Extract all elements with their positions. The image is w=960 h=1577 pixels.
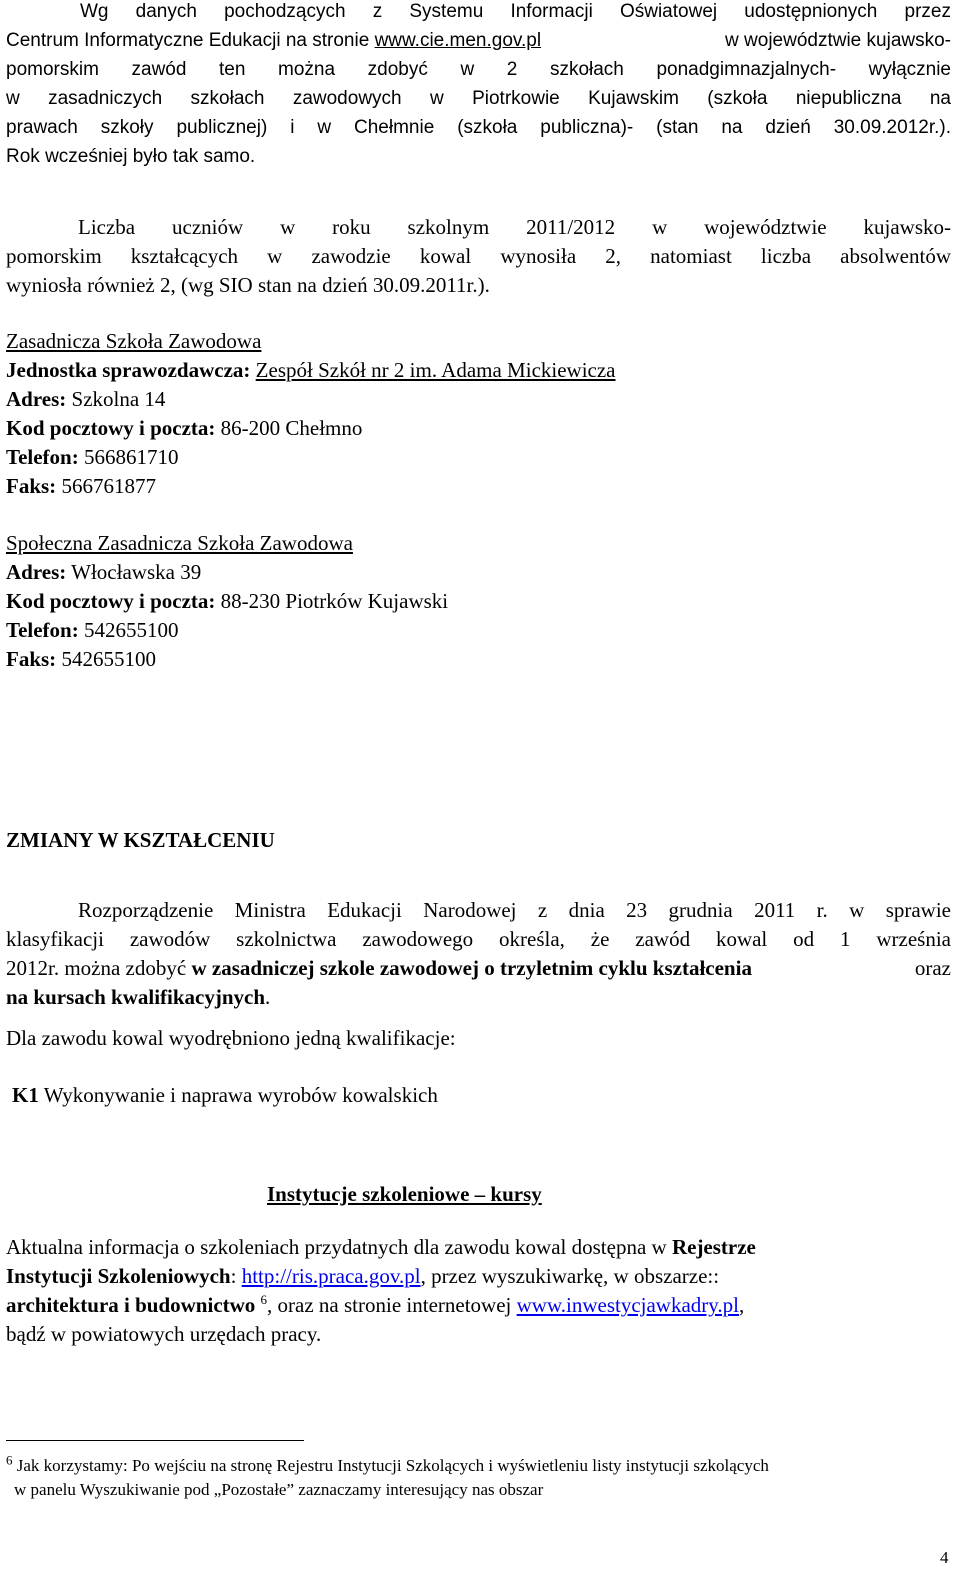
unit-row (6, 356, 951, 384)
text-line: Liczba uczniów w roku szkolnym 2011/2012 w województwie kujawsko- (78, 215, 951, 239)
text-line (6, 983, 951, 1011)
cie-link[interactable]: www.cie.men.gov.pl (374, 30, 542, 51)
footnote-line (6, 1454, 951, 1478)
text-line (6, 1291, 951, 1319)
postal-row (6, 414, 951, 442)
text-span: Centrum Informatyczne Edukacji na stronie (6, 30, 375, 51)
text-span: oraz (914, 956, 951, 980)
text-line: pomorskim kształcących w zawodzie kowal wynosiła 2, natomiast liczba absolwentów (6, 244, 951, 268)
bold-span: architektura i budownictwo (6, 1293, 256, 1317)
postal-value: 86-200 Chełmno (220, 416, 363, 440)
text-line: klasyfikacji zawodów szkolnictwa zawodowego określa, że zawód kowal od 1 września (6, 927, 951, 951)
text-line (6, 1233, 951, 1261)
section-heading: Instytucje szkoleniowe – kursy (267, 1182, 542, 1206)
fax-label: Faks: (6, 474, 57, 498)
fax-label: Faks: (6, 647, 57, 671)
text-span: , przez wyszukiwarkę, w obszarze:: (420, 1264, 720, 1288)
text-line: Rozporządzenie Ministra Edukacji Narodowej z dnia 23 grudnia 2011 r. w sprawie (78, 898, 951, 922)
phone-label: Telefon: (6, 445, 79, 469)
address-label: Adres: (6, 560, 67, 584)
ris-link[interactable]: http://ris.praca.gov.pl (241, 1264, 421, 1288)
postal-row (6, 587, 951, 615)
postal-label: Kod pocztowy i poczta: (6, 416, 216, 440)
fax-value: 542655100 (61, 647, 156, 671)
postal-label: Kod pocztowy i poczta: (6, 589, 216, 613)
address-value: Włocławska 39 (71, 560, 202, 584)
bold-span: w zasadniczej szkole zawodowej o trzyletnim cyklu kształcenia (191, 956, 752, 980)
text-line: prawach szkoły publicznej) i w Chełmnie (szkoła publiczna)- (stan na dzień 30.09.2012r.). (6, 117, 951, 138)
phone-row (6, 443, 951, 471)
section-heading: ZMIANY W KSZTAŁCENIU (6, 828, 275, 852)
phone-row (6, 616, 951, 644)
qualification-name: Wykonywanie i naprawa wyrobów kowalskich (38, 1083, 438, 1107)
qualification-intro: Dla zawodu kowal wyodrębniono jedną kwalifikacje: (6, 1026, 456, 1050)
footnote-ref[interactable]: 6 (260, 1292, 268, 1307)
inwestycja-link[interactable]: www.inwestycjawkadry.pl (516, 1293, 740, 1317)
address-label: Adres: (6, 387, 67, 411)
text-span: . (265, 985, 271, 1009)
text-line (6, 27, 951, 55)
footnote-number: 6 (6, 1452, 13, 1468)
address-value: Szkolna 14 (71, 387, 166, 411)
qualification-row (12, 1081, 957, 1109)
text-span: w województwie kujawsko- (725, 30, 951, 51)
school-name: Zasadnicza Szkoła Zawodowa (6, 329, 262, 353)
footnote-line: w panelu Wyszukiwanie pod „Pozostałe” zaznaczamy interesujący nas obszar (14, 1480, 544, 1499)
qualification-code: K1 (12, 1083, 39, 1107)
bold-span: Rejestrze (671, 1235, 756, 1259)
fax-value: 566761877 (61, 474, 156, 498)
school-name: Społeczna Zasadnicza Szkoła Zawodowa (6, 531, 353, 555)
address-row (6, 558, 951, 586)
unit-label: Jednostka sprawozdawcza: (6, 358, 251, 382)
phone-value: 542655100 (83, 618, 179, 642)
fax-row (6, 472, 951, 500)
text-span: , (739, 1293, 745, 1317)
text-line: w zasadniczych szkołach zawodowych w Piotrkowie Kujawskim (szkoła niepubliczna na (6, 88, 951, 109)
bold-span: na kursach kwalifikacyjnych (6, 985, 266, 1009)
text-line (6, 954, 951, 982)
text-line (6, 1262, 951, 1290)
phone-value: 566861710 (83, 445, 179, 469)
bold-span: Instytucji Szkoleniowych (6, 1264, 231, 1288)
phone-label: Telefon: (6, 618, 79, 642)
text-span: , oraz na stronie internetowej (267, 1293, 517, 1317)
unit-value: Zespół Szkół nr 2 im. Adama Mickiewicza (255, 358, 616, 382)
text-span: Aktualna informacja o szkoleniach przydatnych dla zawodu kowal dostępna w (6, 1235, 672, 1259)
text-span: 2012r. można zdobyć (6, 956, 192, 980)
text-line: pomorskim zawód ten można zdobyć w 2 szkołach ponadgimnazjalnych- wyłącznie (6, 59, 951, 80)
text-line: wyniosła również 2, (wg SIO stan na dzień 30.09.2011r.). (6, 273, 490, 297)
footnote-rule (6, 1440, 304, 1441)
fax-row (6, 645, 951, 673)
text-line: Wg danych pochodzących z Systemu Informacji Oświatowej udostępnionych przez (80, 1, 951, 22)
page-number: 4 (940, 1548, 949, 1567)
postal-value: 88-230 Piotrków Kujawski (220, 589, 449, 613)
text-span: Jak korzystamy: Po wejściu na stronę Rejestru Instytucji Szkolących i wyświetleniu listy instytucji szkolących (12, 1456, 769, 1475)
address-row (6, 385, 951, 413)
text-line: Rok wcześniej było tak samo. (6, 146, 256, 167)
text-span: : (230, 1264, 242, 1288)
text-line: bądź w powiatowych urzędach pracy. (6, 1322, 322, 1346)
